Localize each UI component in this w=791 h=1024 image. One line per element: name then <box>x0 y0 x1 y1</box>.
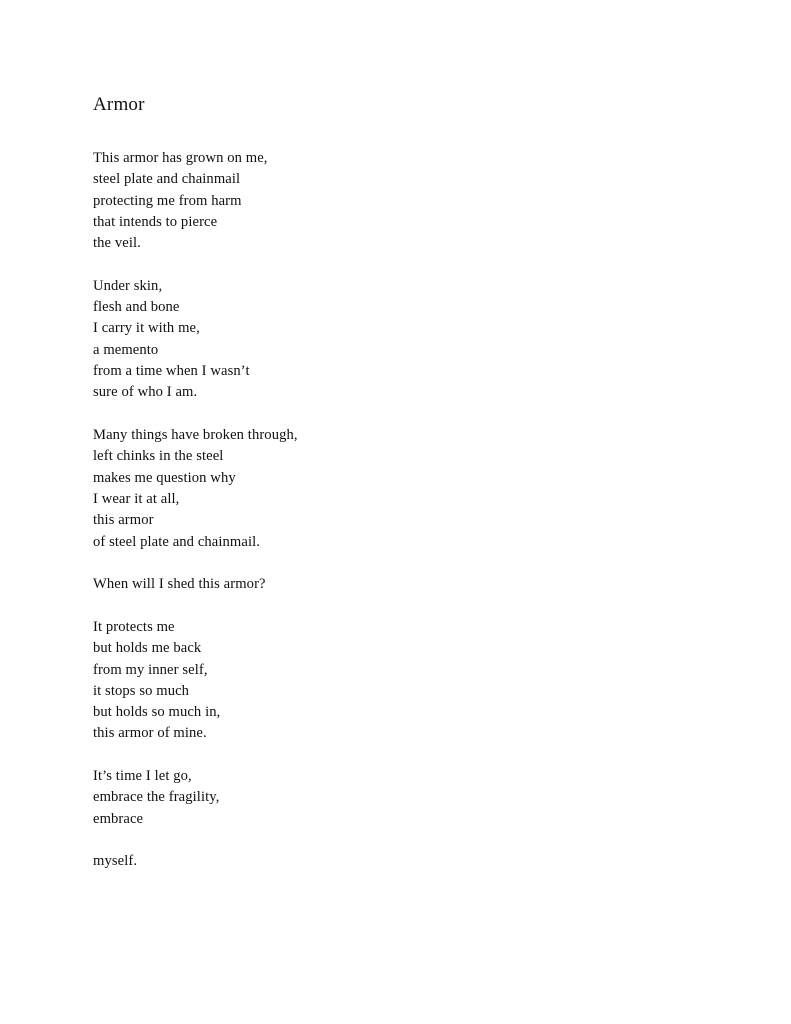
poem-line: but holds so much in, <box>93 704 221 721</box>
poem-line: of steel plate and chainmail. <box>93 533 261 550</box>
poem-line: that intends to pierce <box>93 213 218 230</box>
poem-line: I carry it with me, <box>93 320 200 337</box>
poem-line: sure of who I am. <box>93 384 198 401</box>
stanza-7 <box>93 851 753 872</box>
poem-line: the veil. <box>93 235 141 252</box>
poem-line: When will I shed this armor? <box>93 576 266 593</box>
poem-line: from my inner self, <box>93 661 208 678</box>
poem-line: makes me question why <box>93 469 236 486</box>
poem-line: flesh and bone <box>93 299 180 316</box>
poem-line: embrace <box>93 810 144 827</box>
poem-line: but holds me back <box>93 640 202 657</box>
poem-line: this armor of mine. <box>93 725 207 742</box>
poem-line: protecting me from harm <box>93 192 242 209</box>
poem-line: from a time when I wasn’t <box>93 363 250 380</box>
poem-line: left chinks in the steel <box>93 448 224 465</box>
poem-line: it stops so much <box>93 682 190 699</box>
poem-line: It’s time I let go, <box>93 768 192 785</box>
poem-line: Many things have broken through, <box>93 427 298 444</box>
poem-line: embrace the fragility, <box>93 789 220 806</box>
poem-line: It protects me <box>93 618 175 635</box>
stanza-2 <box>93 276 753 404</box>
stanza-4 <box>93 574 753 595</box>
stanza-1 <box>93 148 753 254</box>
poem-line: This armor has grown on me, <box>93 150 268 166</box>
stanza-3 <box>93 425 753 553</box>
stanza-6 <box>93 766 753 830</box>
poem-line: myself. <box>93 853 138 870</box>
poem-line: steel plate and chainmail <box>93 171 241 188</box>
poem-line: I wear it at all, <box>93 490 180 507</box>
poem-line: a memento <box>93 341 159 358</box>
stanza-5 <box>93 617 753 745</box>
poem-line: Under skin, <box>93 277 163 294</box>
poem-page <box>93 94 753 894</box>
poem-title: Armor <box>93 94 145 115</box>
poem-line: this armor <box>93 512 154 529</box>
